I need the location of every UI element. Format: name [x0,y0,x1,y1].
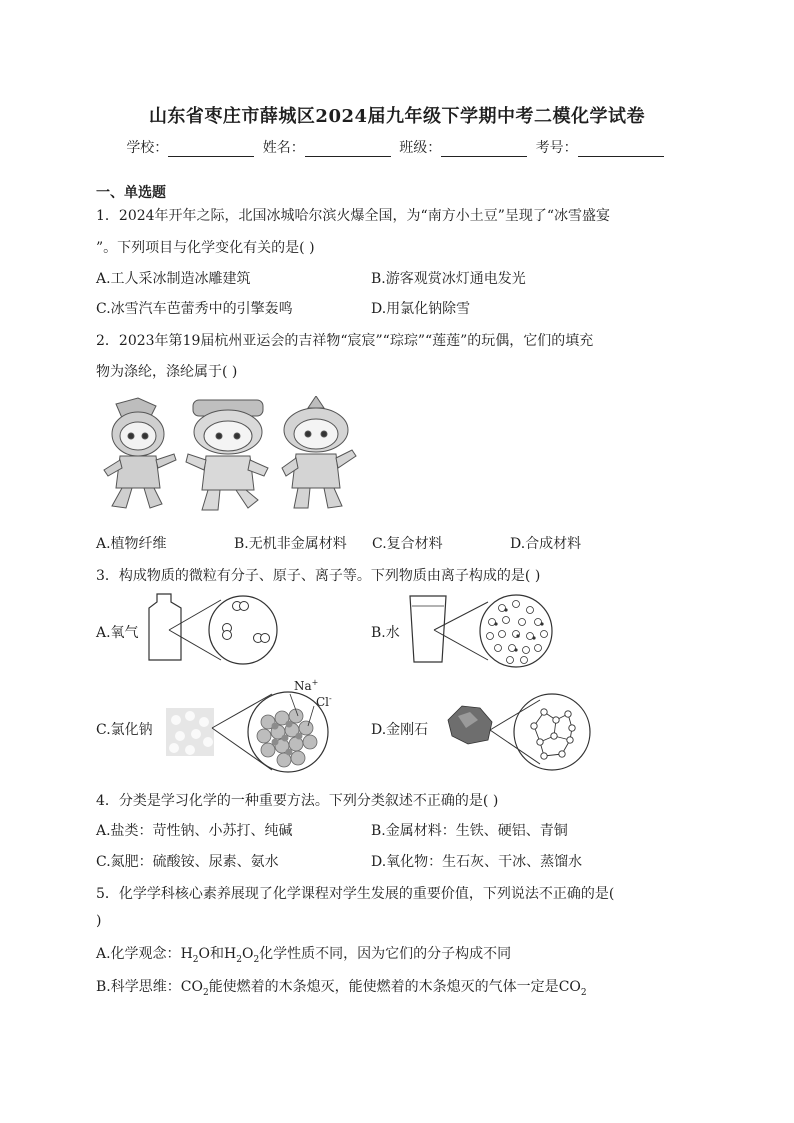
section-heading: 一、单选题 [96,185,166,201]
q5-option-a: A.化学观念：$H_2O$和$H_2O_2$化学性质不同，因为它们的分子构成不同 [96,946,512,965]
water-diagram [406,592,556,668]
mascot-congcong [186,400,268,510]
cl-label: Cl- [316,694,332,709]
q2-stem-line2: 物为涤纶，涤纶属于( ) [96,364,238,380]
q4-option-d: D.氧化物：生石灰、干冰、蒸馏水 [371,854,583,870]
page-title: 山东省枣庄市薛城区2024届九年级下学期中考二模化学试卷 [148,106,646,127]
na-label: Na+ [294,678,319,693]
q1-option-d: D.用氯化钠除雪 [371,301,471,317]
q2-stem-line1: 2．2023年第19届杭州亚运会的吉祥物“宸宸”“琮琮”“莲莲”的玩偶，它们的填充 [96,333,594,349]
id-label: 考号： [535,140,578,156]
q3-option-c: C.氯化钠 [96,722,153,738]
q4-stem: 4．分类是学习化学的一种重要方法。下列分类叙述不正确的是( ) [96,793,499,809]
student-info-row [0,137,794,157]
name-label: 姓名： [262,140,305,156]
school-label: 学校： [126,140,169,156]
q2-option-d: D.合成材料 [510,536,582,552]
q5-option-b: B.科学思维：$CO_2$能使燃着的木条熄灭，能使燃着的木条熄灭的气体一定是$CO_2$ [96,979,587,998]
q3-stem: 3．构成物质的微粒有分子、原子、离子等。下列物质由离子构成的是( ) [96,568,541,584]
q2-option-a: A.植物纤维 [96,536,167,552]
q4-option-a: A.盐类：苛性钠、小苏打、纯碱 [96,823,293,839]
sodium-chloride-diagram [164,676,344,776]
q3-option-d: D.金刚石 [371,722,429,738]
class-label: 班级： [399,140,442,156]
class-blank[interactable] [441,142,527,157]
q1-option-b: B.游客观赏冰灯通电发光 [371,271,526,287]
q1-stem-line2: ”。下列项目与化学变化有关的是( ) [96,240,315,256]
q1-option-a: A.工人采冰制造冰雕建筑 [96,271,251,287]
school-blank[interactable] [168,142,254,157]
mascots-image [98,396,360,514]
q1-option-c: C.冰雪汽车芭蕾秀中的引擎轰鸣 [96,301,293,317]
q2-option-c: C.复合材料 [372,536,443,552]
mascot-lianlian [282,396,356,508]
mascot-chenchen [104,398,176,508]
name-blank[interactable] [305,142,391,157]
q5-stem-line2: ) [96,913,102,929]
q4-option-c: C.氮肥：硫酸铵、尿素、氨水 [96,854,279,870]
q3-option-a: A.氧气 [96,625,139,641]
q1-stem-line1: 1．2024年开年之际，北国冰城哈尔滨火爆全国，为“南方小土豆”呈现了“冰雪盛宴 [96,208,611,224]
q5-stem-line1: 5．化学学科核心素养展现了化学课程对学生发展的重要价值，下列说法不正确的是( [96,886,615,902]
oxygen-diagram [145,592,285,666]
id-blank[interactable] [578,142,664,157]
q3-option-b: B.水 [371,625,400,641]
q4-option-b: B.金属材料：生铁、硬铝、青铜 [371,823,568,839]
diamond-diagram [444,690,594,774]
q2-option-b: B.无机非金属材料 [234,536,347,552]
